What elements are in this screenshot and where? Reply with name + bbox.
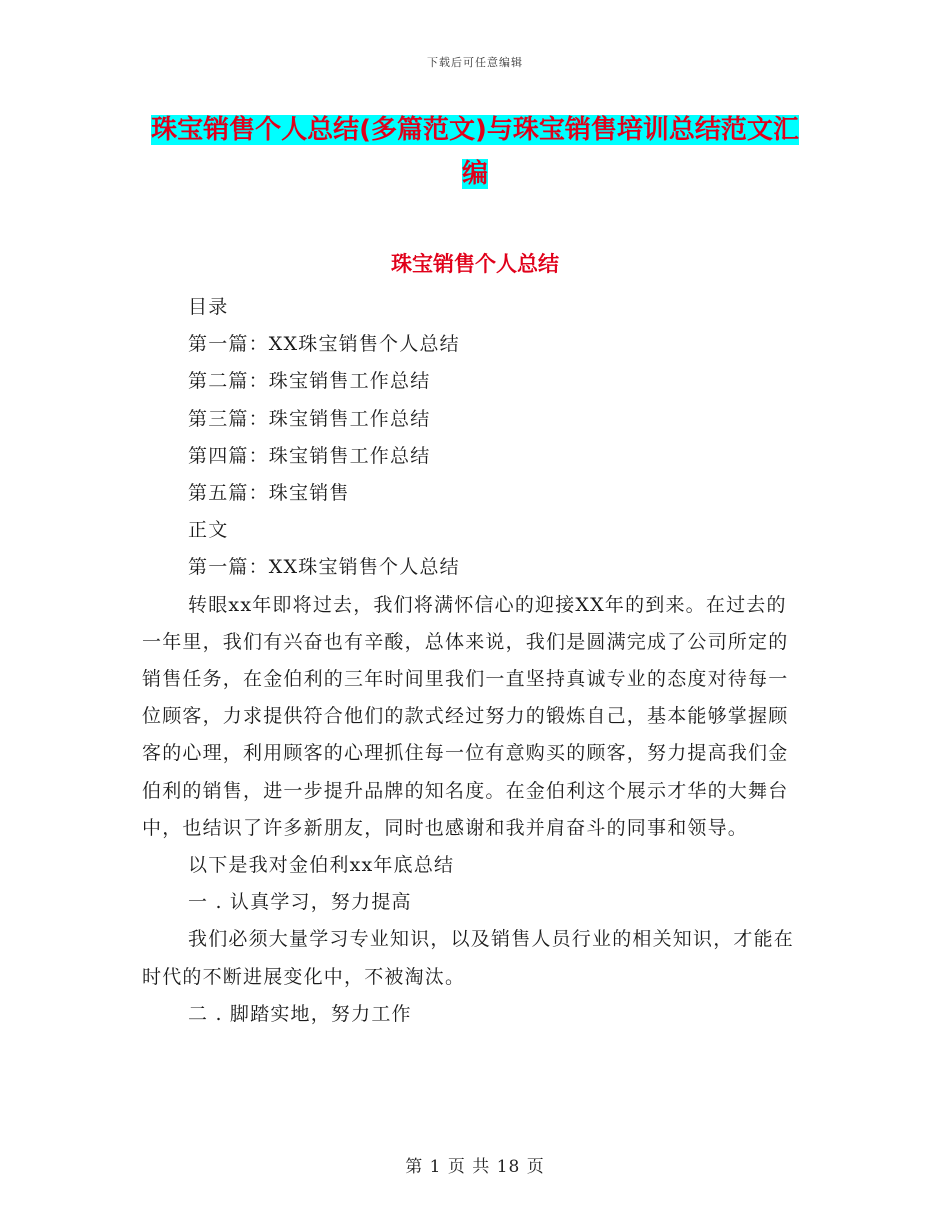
document-title-text: 珠宝销售个人总结(多篇范文)与珠宝销售培训总结范文汇编 — [151, 115, 799, 189]
page-number: 第 1 页 共 18 页 — [405, 1157, 545, 1177]
header-note: 下载后可任意编辑 — [427, 56, 523, 69]
paragraph: 以下是我对金伯利xx年底总结 — [188, 854, 455, 877]
subheading: 一 . 认真学习，努力提高 — [188, 891, 412, 914]
toc-heading: 目录 — [188, 296, 229, 318]
toc-item-2: 第二篇：珠宝销售工作总结 — [188, 370, 431, 393]
toc-item-4: 第四篇：珠宝销售工作总结 — [188, 444, 431, 467]
toc-item-3: 第三篇：珠宝销售工作总结 — [188, 407, 431, 430]
document-title — [140, 108, 810, 196]
body-heading: 正文 — [188, 519, 229, 542]
subheading: 二 . 脚踏实地，努力工作 — [188, 1002, 412, 1025]
part1-heading: 第一篇：XX珠宝销售个人总结 — [188, 556, 460, 579]
toc-item-5: 第五篇：珠宝销售 — [188, 482, 350, 505]
paragraph: 转眼xx年即将过去，我们将满怀信心的迎接XX年的到来。在过去的一年里，我们有兴奋也有辛酸，总体来说，我们是圆满完成了公司所定的销售任务，在金伯利的三年时间里我们一直坚持真诚专业的态度对待每一位顾客，力求提供符合他们的款式经过努力的锻炼自己，基本能够掌握顾客的心理，利用顾客的心理抓住每一位有意购买的顾客，努力提高我们金伯利的销售，进一步提升品牌的知名度。在金伯利这个展示才华的大舞台中，也结识了许多新朋友，同时也感谢和我并肩奋斗的同事和领导。 — [142, 593, 789, 839]
paragraph: 我们必须大量学习专业知识，以及销售人员行业的相关知识，才能在 时代的不断进展变化中，不被淘汰。 — [142, 928, 795, 988]
section-title: 珠宝销售个人总结 — [391, 252, 559, 276]
toc-item-1: 第一篇：XX珠宝销售个人总结 — [188, 333, 460, 356]
document-body — [142, 289, 804, 1033]
